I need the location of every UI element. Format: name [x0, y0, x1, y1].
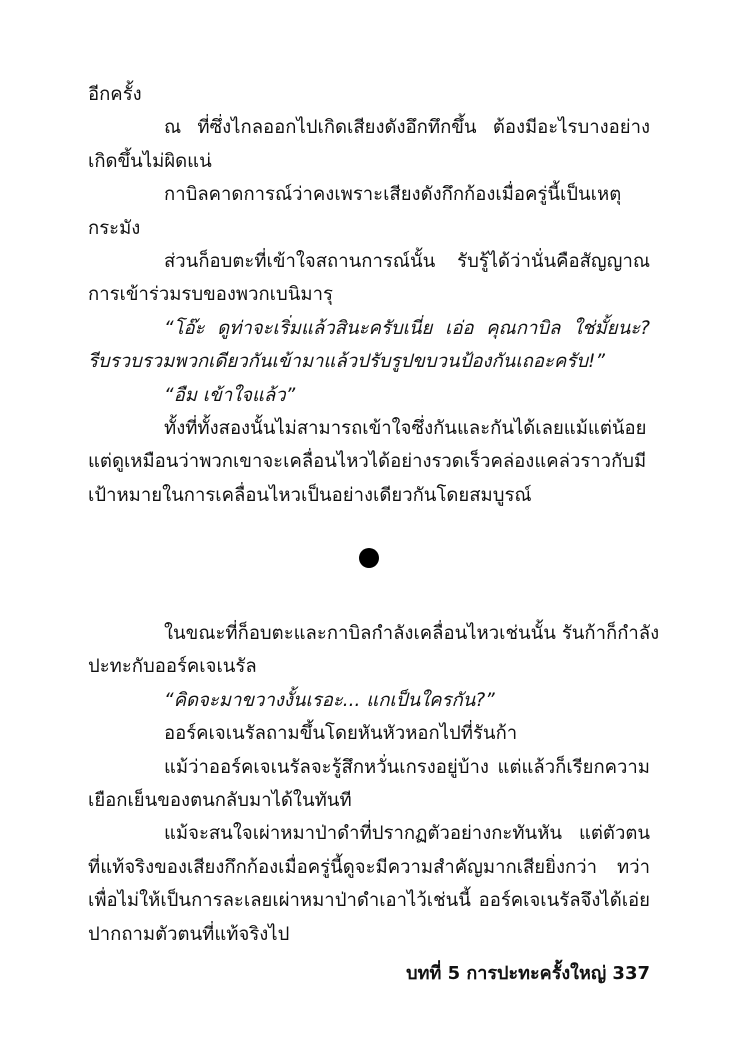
text-line: ในขณะที่ก็อบตะและกาบิลกำลังเคลื่อนไหวเช่นนั้น รันก้าก็กำลัง	[164, 623, 660, 644]
page-footer: บทที่ 5 การปะทะครั้งใหญ่ 337	[406, 963, 650, 984]
text-line: “คิดจะมาขวางงั้นเรอะ... แกเป็นใครกัน?”	[164, 689, 495, 711]
text-line: ปากถามตัวตนที่แท้จริงไป	[88, 923, 290, 945]
text-line: รีบรวบรวมพวกเดียวกันเข้ามาแล้วปรับรูปขบวนป้องกันเถอะครับ!”	[88, 351, 605, 373]
text-line: ที่แท้จริงของเสียงกึกก้องเมื่อครู่นี้ดูจะมีความสำคัญมากเสียยิ่งกว่า ทว่า	[88, 856, 650, 878]
text-line: การเข้าร่วมรบของพวกเบนิมารุ	[88, 284, 333, 306]
text-line: แม้จะสนใจเผ่าหมาป่าดำที่ปรากฏตัวอย่างกะทันหัน แต่ตัวตน	[164, 823, 650, 845]
text-line: แต่ดูเหมือนว่าพวกเขาจะเคลื่อนไหวได้อย่างรวดเร็วคล่องแคล่วราวกับมี	[88, 451, 647, 473]
text-line: ออร์คเจเนรัลถามขึ้นโดยหันหัวหอกไปที่รันก้า	[164, 723, 518, 745]
text-line: เป้าหมายในการเคลื่อนไหวเป็นอย่างเดียวกันโดยสมบูรณ์	[88, 484, 532, 506]
text-line: กาบิลคาดการณ์ว่าคงเพราะเสียงดังกึกก้องเมื่อครู่นี้เป็นเหตุ	[164, 184, 622, 206]
section-2	[88, 617, 660, 951]
text-line: เยือกเย็นของตนกลับมาได้ในทันที	[88, 789, 352, 811]
text-line: ทั้งที่ทั้งสองนั้นไม่สามารถเข้าใจซึ่งกันและกันได้เลยแม้แต่น้อย	[164, 417, 647, 439]
text-line: เกิดขึ้นไม่ผิดแน่	[88, 150, 212, 172]
text-line: ปะทะกับออร์คเจเนรัล	[88, 656, 257, 678]
text-line: แม้ว่าออร์คเจเนรัลจะรู้สึกหวั่นเกรงอยู่บ้าง แต่แล้วก็เรียกความ	[164, 756, 650, 778]
section-1	[88, 78, 650, 512]
text-line: ส่วนก็อบตะที่เข้าใจสถานการณ์นั้น รับรู้ได้ว่านั่นคือสัญญาณ	[164, 250, 650, 272]
text-line: ณ ที่ซึ่งไกลออกไปเกิดเสียงดังอึกทึกขึ้น ต้องมีอะไรบางอย่าง	[164, 117, 650, 139]
text-line: “โอ๊ะ ดูท่าจะเริ่มแล้วสินะครับเนี่ย เอ่อ คุณกาบิล ใช่มั้ยนะ?	[164, 317, 650, 339]
section-break-bullet	[359, 548, 379, 568]
text-line: เพื่อไม่ให้เป็นการละเลยเผ่าหมาป่าดำเอาไว้เช่นนี้ ออร์คเจเนรัลจึงได้เอ่ย	[88, 890, 650, 912]
text-line: อีกครั้ง	[88, 84, 142, 105]
text-line: “อืม เข้าใจแล้ว”	[164, 384, 296, 406]
text-line: กระมัง	[88, 217, 141, 239]
